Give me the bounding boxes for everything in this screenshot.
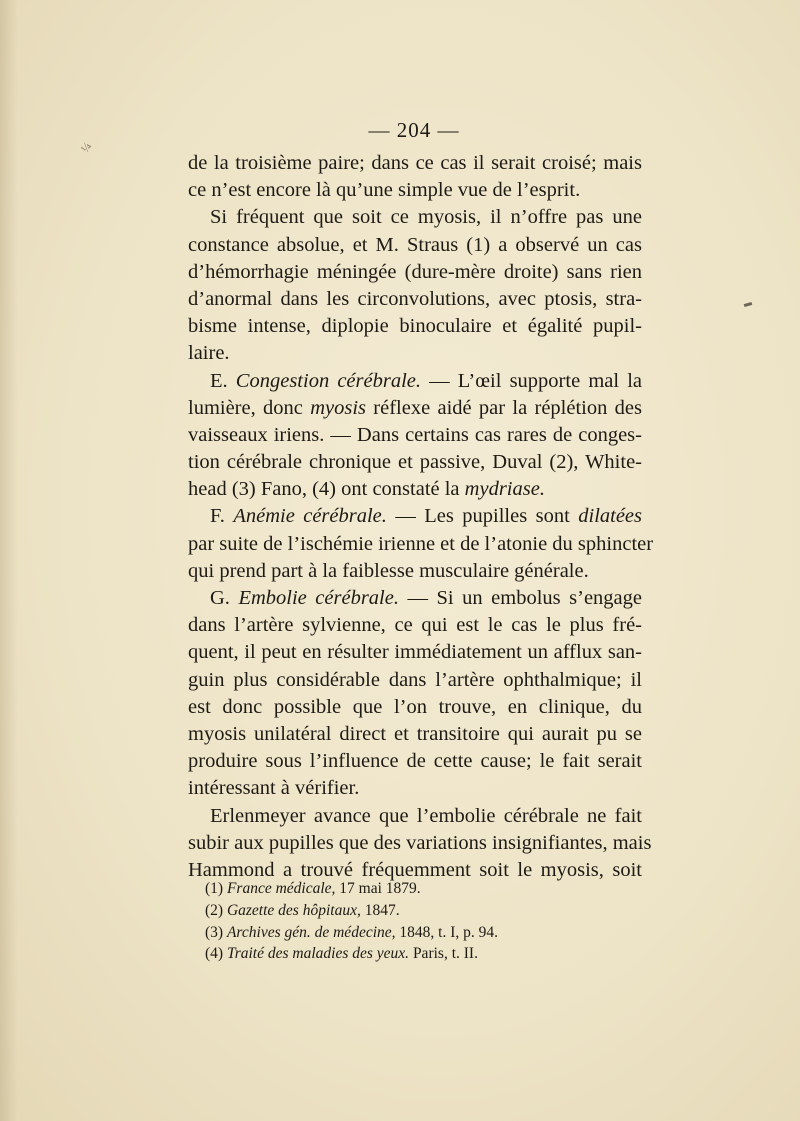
text-line: guin plus considérable dans l’artère ophthalmique; il bbox=[188, 668, 642, 691]
text-line: laire. bbox=[188, 342, 230, 365]
text-line: par suite de l’ischémie irienne et de l’atonie du sphincter bbox=[188, 532, 654, 555]
page-gutter-shadow bbox=[0, 0, 18, 1121]
section-title: Embolie cérébrale. bbox=[238, 587, 399, 609]
text-line: produire sous l’influence de cette cause; le fait serait bbox=[188, 750, 642, 773]
section-heading-line: F. Anémie cérébrale. — Les pupilles sont dilatées bbox=[210, 505, 643, 528]
text-line: d’hémorrhagie méningée (dure-mère droite) sans rien bbox=[188, 260, 642, 283]
text-line: Hammond a trouvé fréquemment soit le myosis, soit bbox=[188, 858, 642, 881]
section-heading-line: G. Embolie cérébrale. — Si un embolus s’engage bbox=[210, 587, 642, 609]
text-line: constance absolue, et M. Straus (1) a observé un cas bbox=[188, 233, 642, 256]
footnote: (4) Traité des maladies des yeux. Paris, t. II. bbox=[205, 945, 478, 963]
footnotes bbox=[205, 878, 645, 965]
footnote: (3) Archives gén. de médecine, 1848, t. I, p. 94. bbox=[205, 923, 498, 941]
text-line: subir aux pupilles que des variations insignifiantes, mais bbox=[188, 831, 652, 854]
text-line: tion cérébrale chronique et passive, Duval (2), White- bbox=[188, 451, 642, 474]
text-line: lumière, donc myosis réflexe aidé par la réplétion des bbox=[188, 396, 642, 419]
footnote: (1) France médicale, 17 mai 1879. bbox=[205, 880, 421, 897]
text-line: qui prend part à la faiblesse musculaire générale. bbox=[188, 559, 589, 582]
margin-note: ¼ bbox=[77, 139, 95, 155]
text-line: bisme intense, diplopie binoculaire et égalité pupil- bbox=[188, 315, 642, 338]
text-line: intéressant à vérifier. bbox=[188, 777, 360, 800]
text-line: de la troisième paire; dans ce cas il serait croisé; mais bbox=[188, 152, 642, 174]
text-line: ce n’est encore là qu’une simple vue de l’esprit. bbox=[188, 179, 581, 202]
text-line: dans l’artère sylvienne, ce qui est le cas le plus fré- bbox=[188, 614, 642, 637]
footnote: (2) Gazette des hôpitaux, 1847. bbox=[205, 901, 400, 919]
text-line: quent, il peut en résulter immédiatement un afflux san- bbox=[188, 641, 642, 664]
text-line: head (3) Fano, (4) ont constaté la mydriase. bbox=[188, 478, 545, 501]
text-line: est donc possible que l’on trouve, en clinique, du bbox=[188, 695, 642, 718]
section-heading-line: E. Congestion cérébrale. — L’œil supporte mal la bbox=[210, 369, 642, 392]
page-number: — 204 — bbox=[368, 118, 460, 142]
text-line: vaisseaux iriens. — Dans certains cas rares de conges- bbox=[188, 423, 642, 446]
text-line: Si fréquent que soit ce myosis, il n’offre pas une bbox=[210, 206, 642, 229]
text-line: Erlenmeyer avance que l’embolie cérébrale ne fait bbox=[210, 804, 642, 827]
text-line: d’anormal dans les circonvolutions, avec ptosis, stra- bbox=[188, 287, 642, 310]
body-text bbox=[188, 150, 654, 884]
section-title: Anémie cérébrale. bbox=[233, 505, 387, 528]
text-line: myosis unilatéral direct et transitoire qui aurait pu se bbox=[188, 722, 642, 745]
section-title: Congestion cérébrale. bbox=[235, 369, 421, 392]
